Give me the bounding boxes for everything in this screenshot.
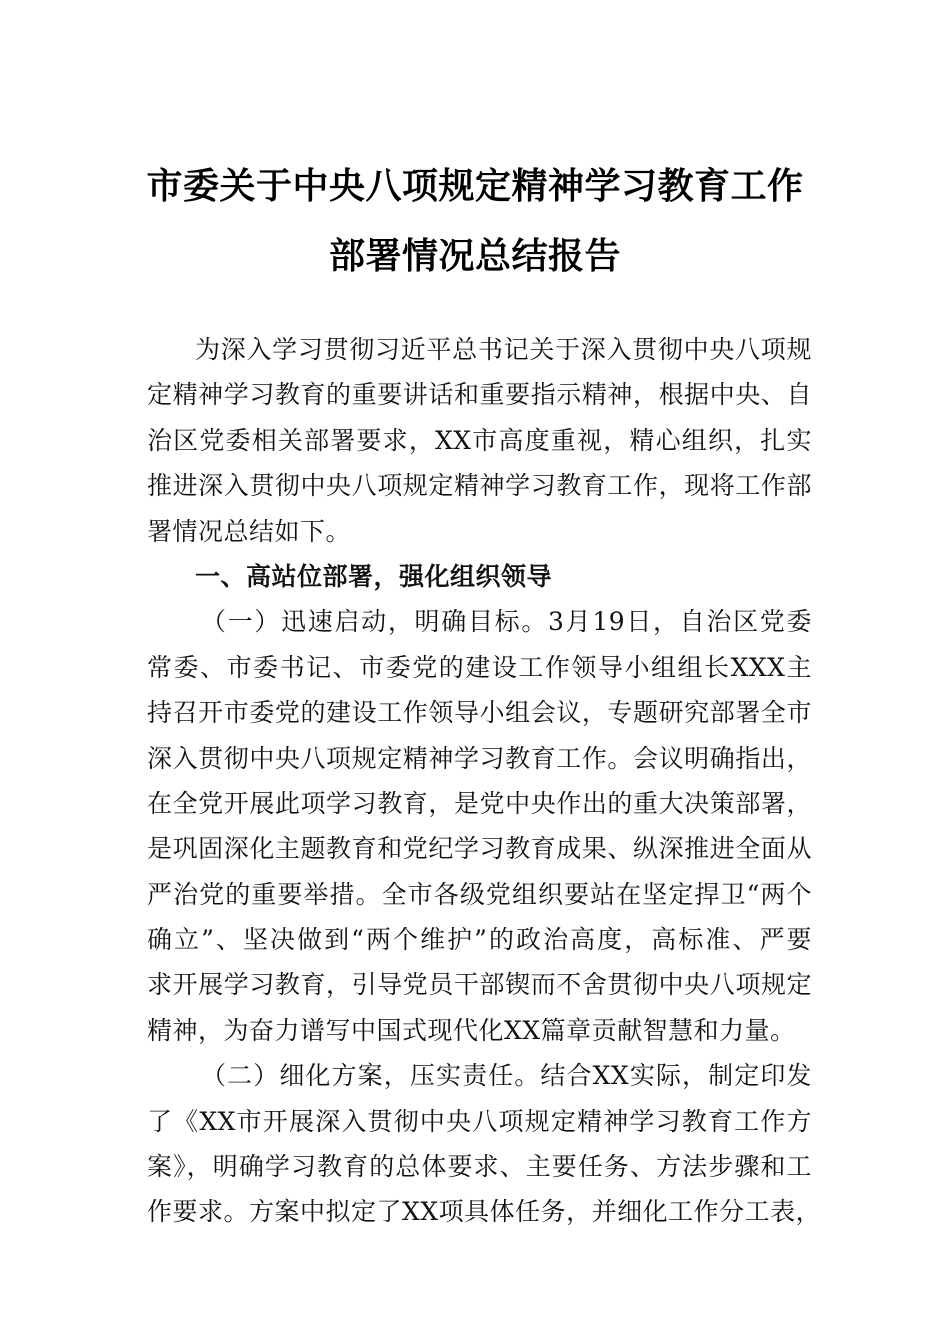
paragraph-2-line-4: 深入贯彻中央八项规定精神学习教育工作。会议明确指出， (147, 743, 812, 773)
paragraph-3-line-1: （二）细化方案，压实责任。结合XX实际，制定印发 (201, 1061, 812, 1091)
report-body (147, 333, 822, 1241)
paragraph-3-line-4: 作要求。方案中拟定了XX项具体任务，并细化工作分工表， (147, 1197, 822, 1227)
paragraph-2-line-7: 严治党的重要举措。全市各级党组织要站在坚定捍卫“两个 (147, 879, 812, 909)
paragraph-2-line-9: 求开展学习教育，引导党员干部锲而不舍贯彻中央八项规定 (147, 970, 812, 1000)
paragraph-2-line-6: 是巩固深化主题教育和党纪学习教育成果、纵深推进全面从 (147, 834, 812, 864)
paragraph-2-line-8: 确立”、坚决做到“两个维护”的政治高度，高标准、严要 (147, 925, 812, 955)
paragraph-2-line-3: 持召开市委党的建设工作领导小组会议，专题研究部署全市 (147, 698, 812, 728)
paragraph-3-line-2: 了《XX市开展深入贯彻中央八项规定精神学习教育工作方 (147, 1106, 812, 1136)
paragraph-1-line-4: 推进深入贯彻中央八项规定精神学习教育工作，现将工作部 (147, 471, 812, 501)
paragraph-1-line-5: 署情况总结如下。 (147, 516, 352, 546)
paragraph-2-line-5: 在全党开展此项学习教育，是党中央作出的重大决策部署， (147, 788, 812, 818)
section-heading-1: 一、高站位部署，强化组织领导 (195, 561, 553, 591)
paragraph-2-line-1: （一）迅速启动，明确目标。3月19日，自治区党委 (201, 607, 812, 637)
paragraph-1-line-3: 治区党委相关部署要求，XX市高度重视，精心组织，扎实 (147, 425, 812, 455)
paragraph-2-line-2: 常委、市委书记、市委党的建设工作领导小组组长XXX主 (147, 652, 812, 682)
paragraph-1-line-2: 定精神学习教育的重要讲话和重要指示精神，根据中央、自 (147, 380, 812, 410)
report-title-line-2: 部署情况总结报告 (328, 235, 621, 277)
paragraph-1-line-1: 为深入学习贯彻习近平总书记关于深入贯彻中央八项规 (195, 335, 812, 364)
report-title-line-1: 市委关于中央八项规定精神学习教育工作 (146, 165, 804, 207)
paragraph-3-line-3: 案》，明确学习教育的总体要求、主要任务、方法步骤和工 (147, 1152, 812, 1182)
paragraph-2-line-10: 精神，为奋力谱写中国式现代化XX篇章贡献智慧和力量。 (147, 1015, 796, 1045)
